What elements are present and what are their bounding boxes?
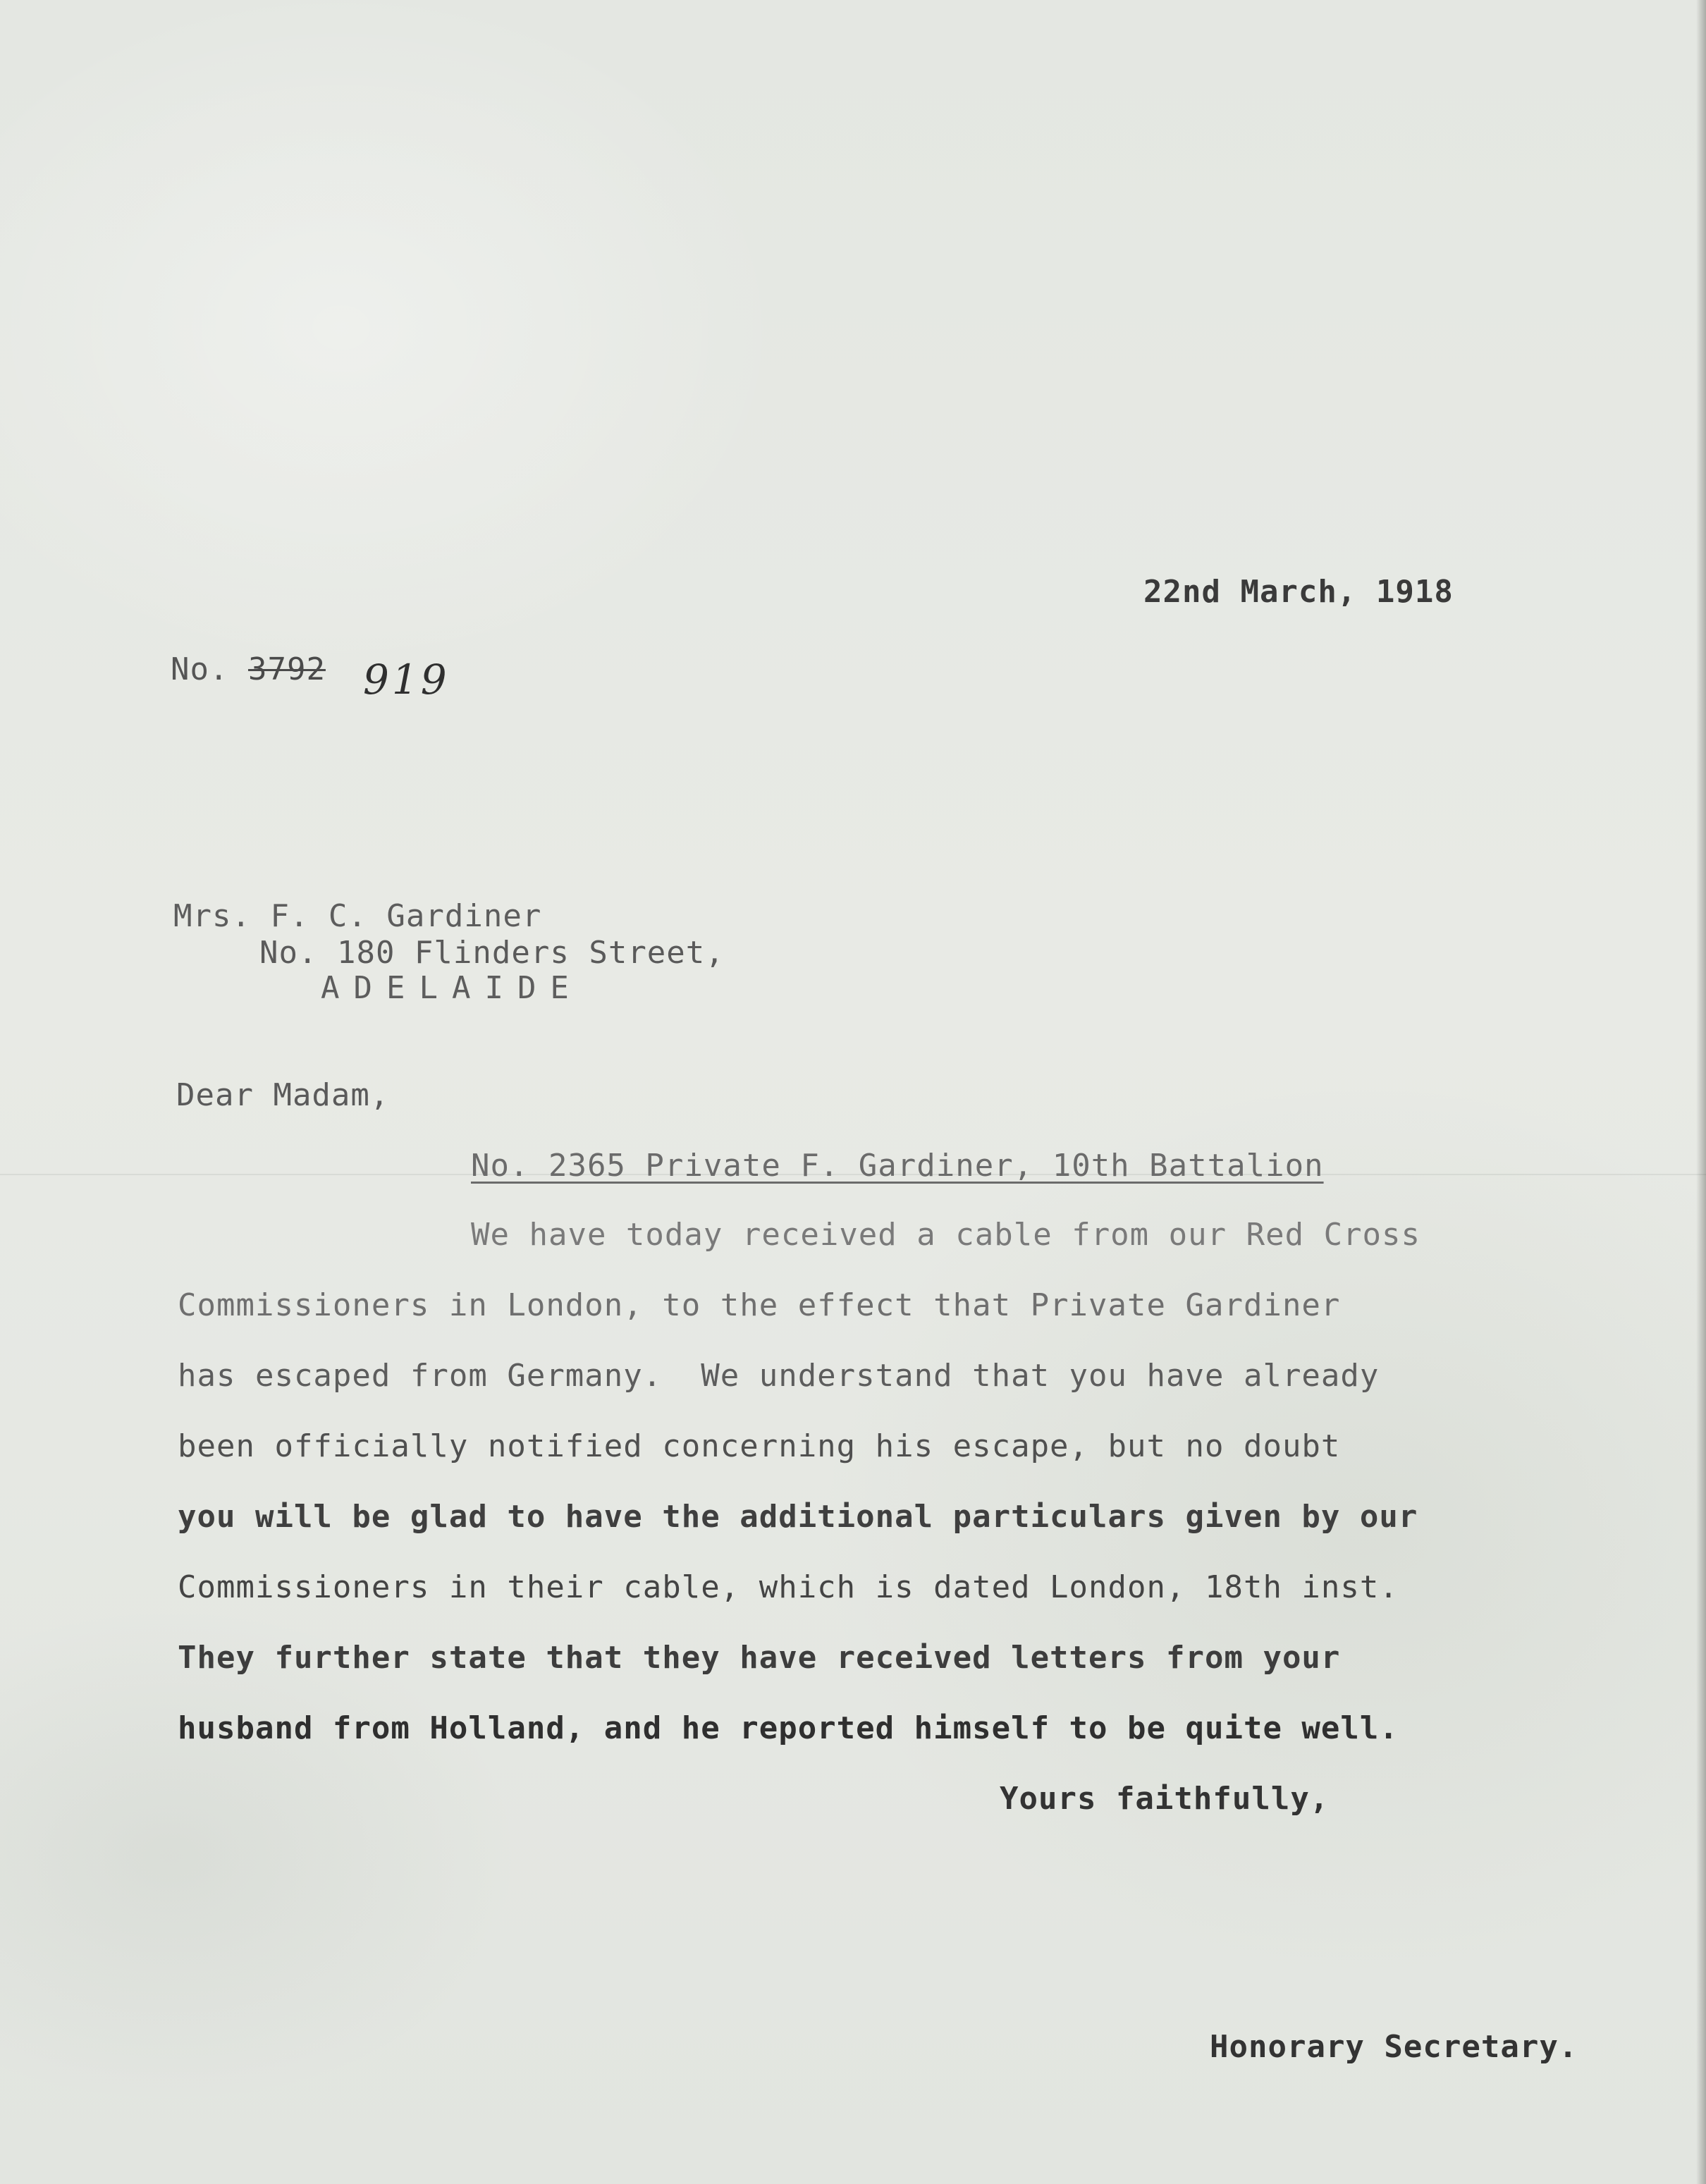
body-line: has escaped from Germany. We understand that you have already [178, 1358, 1380, 1394]
body-line: Commissioners in their cable, which is dated London, 18th inst. [178, 1569, 1399, 1605]
reference-prefix: No. [171, 651, 229, 687]
body-line: been officially notified concerning his escape, but no doubt [178, 1428, 1341, 1464]
handwritten-reference-number: 919 [363, 656, 450, 704]
closing: Yours faithfully, [1000, 1781, 1330, 1817]
body-line: Commissioners in London, to the effect that Private Gardiner [178, 1287, 1341, 1323]
struck-reference-number: 3792 [247, 651, 326, 687]
signature-title: Honorary Secretary. [1210, 2029, 1578, 2065]
recipient-city: ADELAIDE [321, 970, 583, 1006]
salutation: Dear Madam, [176, 1077, 390, 1113]
page-edge-shadow [1696, 0, 1706, 2184]
body-line: you will be glad to have the additional particulars given by our [178, 1499, 1418, 1535]
letter-date: 22nd March, 1918 [1143, 574, 1454, 610]
body-line: husband from Holland, and he reported himself to be quite well. [178, 1710, 1399, 1746]
body-line: We have today received a cable from our Red Cross [471, 1217, 1421, 1253]
body-line: They further state that they have received letters from your [178, 1640, 1341, 1676]
recipient-street: No. 180 Flinders Street, [259, 935, 725, 971]
subject-line: No. 2365 Private F. Gardiner, 10th Battalion [471, 1148, 1324, 1184]
reference-number [171, 651, 326, 687]
recipient-name: Mrs. F. C. Gardiner [173, 898, 542, 934]
